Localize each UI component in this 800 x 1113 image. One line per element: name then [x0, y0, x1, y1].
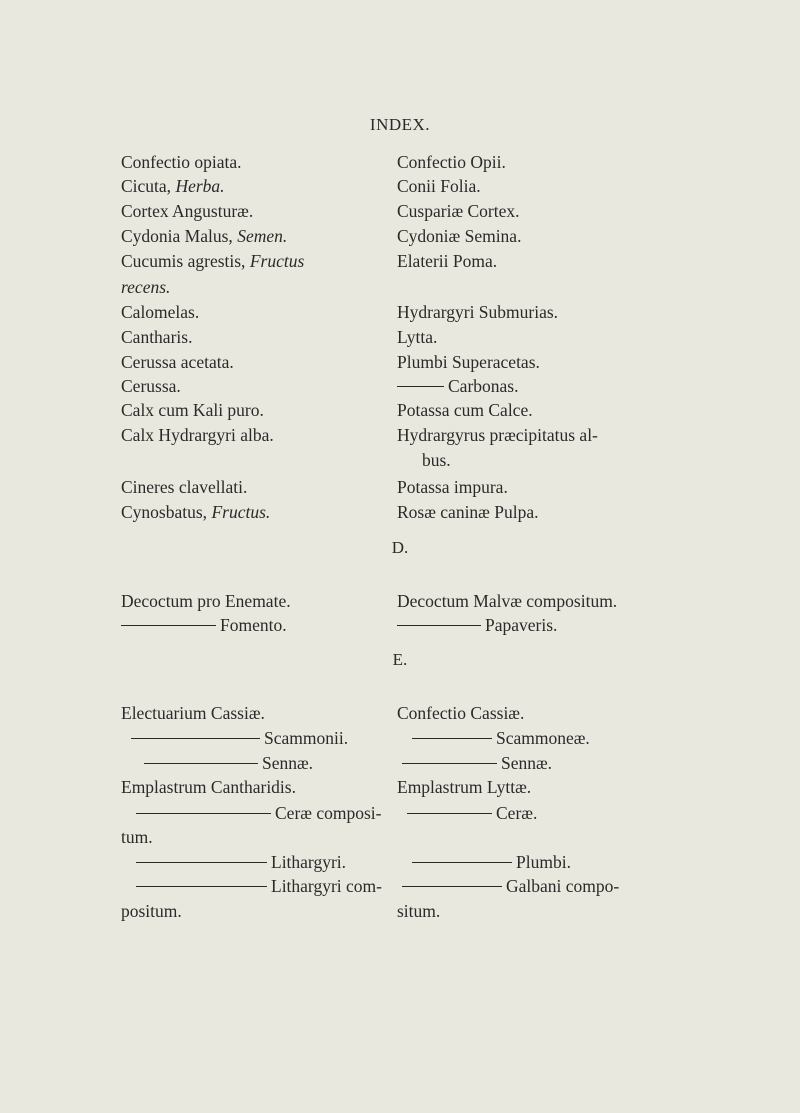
- ditto-dash: [412, 862, 512, 863]
- index-entry: Sennæ.: [121, 752, 313, 774]
- index-entry: Cynosbatus, Fructus.: [121, 502, 271, 522]
- index-entry: Potassa cum Calce.: [397, 400, 533, 420]
- ditto-dash: [136, 886, 267, 887]
- index-entry: Plumbi.: [397, 851, 571, 873]
- ditto-dash: [412, 738, 492, 739]
- index-entry: Cuspariæ Cortex.: [397, 201, 520, 221]
- index-entry: Potassa impura.: [397, 477, 508, 497]
- index-entry: Calx cum Kali puro.: [121, 400, 264, 420]
- index-entry: Decoctum Malvæ compositum.: [397, 591, 618, 611]
- index-entry: Decoctum pro Enemate.: [121, 591, 291, 611]
- index-entry: bus.: [422, 450, 451, 470]
- index-entry: Fomento.: [121, 614, 287, 636]
- index-entry: Confectio opiata.: [121, 152, 242, 172]
- ditto-dash: [397, 386, 444, 387]
- index-entry: Cortex Angusturæ.: [121, 201, 254, 221]
- index-entry: tum.: [121, 827, 153, 847]
- index-entry: Hydrargyri Submurias.: [397, 302, 559, 322]
- index-entry: Cydonia Malus, Semen.: [121, 226, 288, 246]
- index-entry: Lytta.: [397, 327, 438, 347]
- index-entry: Emplastrum Lyttæ.: [397, 777, 532, 797]
- index-entry: situm.: [397, 901, 441, 921]
- ditto-dash: [402, 763, 497, 764]
- index-entry: Calx Hydrargyri alba.: [121, 425, 274, 445]
- index-entry: Carbonas.: [397, 375, 518, 397]
- index-entry: Papaveris.: [397, 614, 557, 636]
- section-letter-d: D.: [391, 538, 409, 557]
- ditto-dash: [131, 738, 260, 739]
- index-entry: Calomelas.: [121, 302, 200, 322]
- index-entry: Galbani compo-: [397, 875, 619, 897]
- ditto-dash: [407, 813, 492, 814]
- index-entry: Electuarium Cassiæ.: [121, 703, 265, 723]
- index-entry: Ceræ composi-: [121, 802, 381, 824]
- index-entry: Cydoniæ Semina.: [397, 226, 522, 246]
- ditto-dash: [136, 862, 267, 863]
- index-entry: Scammoneæ.: [397, 727, 590, 749]
- index-entry: Hydrargyrus præcipitatus al-: [397, 425, 598, 445]
- page-title: INDEX.: [369, 115, 431, 134]
- index-entry: Cerussa acetata.: [121, 352, 234, 372]
- ditto-dash: [397, 625, 481, 626]
- index-entry: Lithargyri com-: [121, 875, 382, 897]
- index-entry: Sennæ.: [397, 752, 552, 774]
- ditto-dash: [402, 886, 502, 887]
- index-entry: Confectio Cassiæ.: [397, 703, 525, 723]
- index-entry: Scammonii.: [121, 727, 348, 749]
- index-entry: Cerussa.: [121, 376, 181, 396]
- index-entry: Plumbi Superacetas.: [397, 352, 540, 372]
- index-entry: positum.: [121, 901, 182, 921]
- index-entry: Cantharis.: [121, 327, 193, 347]
- index-entry: recens.: [121, 277, 171, 297]
- index-entry: Elaterii Poma.: [397, 251, 498, 271]
- index-entry: Cicuta, Herba.: [121, 176, 225, 196]
- index-entry: Cucumis agrestis, Fructus: [121, 251, 305, 271]
- index-entry: Conii Folia.: [397, 176, 481, 196]
- index-entry: Lithargyri.: [121, 851, 346, 873]
- index-entry: Emplastrum Cantharidis.: [121, 777, 296, 797]
- ditto-dash: [136, 813, 271, 814]
- index-entry: Rosæ caninæ Pulpa.: [397, 502, 539, 522]
- index-entry: Confectio Opii.: [397, 152, 506, 172]
- section-letter-e: E.: [392, 650, 408, 669]
- ditto-dash: [121, 625, 216, 626]
- ditto-dash: [144, 763, 258, 764]
- index-entry: Cineres clavellati.: [121, 477, 248, 497]
- index-entry: Ceræ.: [397, 802, 537, 824]
